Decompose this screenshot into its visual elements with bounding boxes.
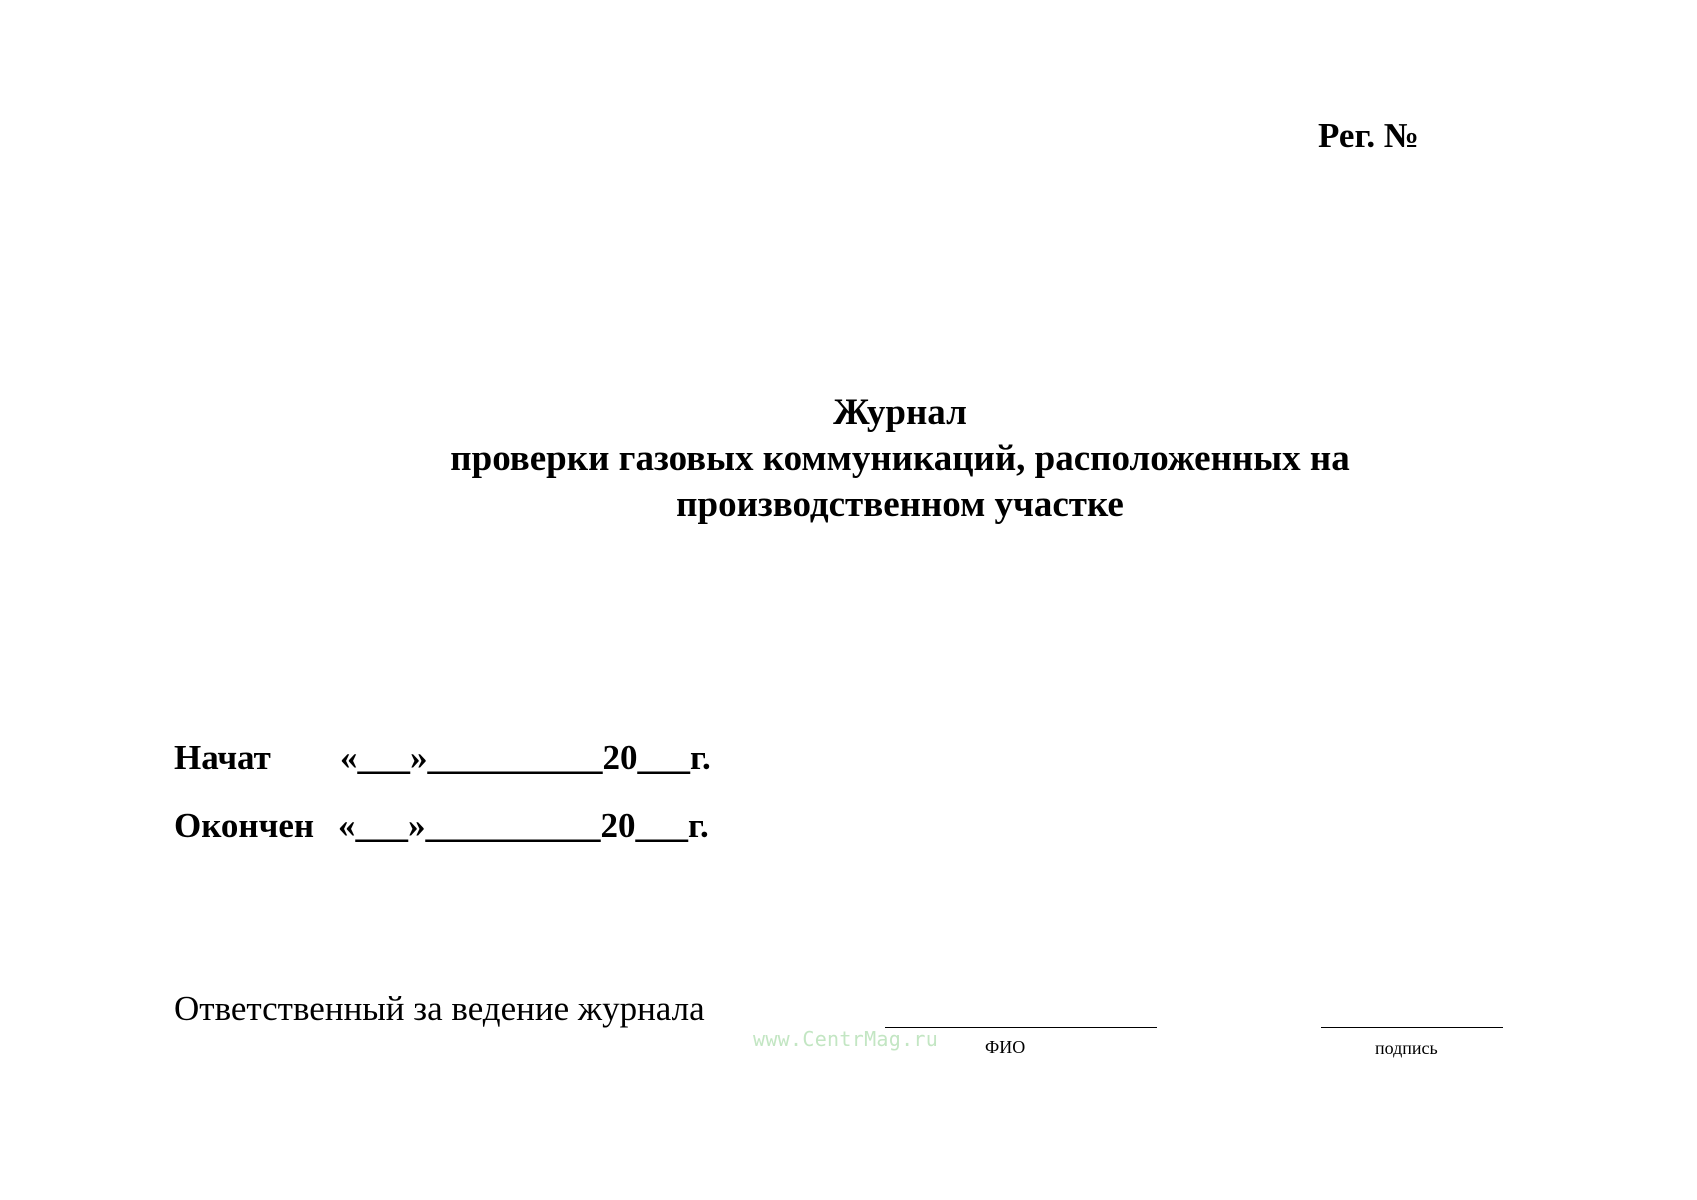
- fio-caption: ФИО: [985, 1037, 1026, 1057]
- responsible-person-label: Ответственный за ведение журнала: [174, 989, 705, 1028]
- start-date-field: «___»__________20___г.: [340, 738, 711, 777]
- end-date-label: Окончен: [174, 806, 315, 845]
- signature-caption: подпись: [1375, 1038, 1438, 1058]
- registration-number-label: Рег. №: [1318, 116, 1420, 155]
- fio-signature-line: [885, 1027, 1157, 1028]
- title-line-3: производственном участке: [676, 484, 1124, 525]
- signature-line: [1321, 1027, 1503, 1028]
- title-line-1: Журнал: [833, 392, 967, 433]
- end-date-field: «___»__________20___г.: [338, 806, 709, 845]
- start-date-row: [174, 738, 711, 778]
- start-date-label: Начат: [174, 738, 271, 777]
- journal-title: [340, 390, 1460, 528]
- title-line-2: проверки газовых коммуникаций, расположенных на: [450, 438, 1350, 479]
- end-date-row: [174, 806, 709, 846]
- watermark: www.CentrMag.ru: [753, 1027, 939, 1051]
